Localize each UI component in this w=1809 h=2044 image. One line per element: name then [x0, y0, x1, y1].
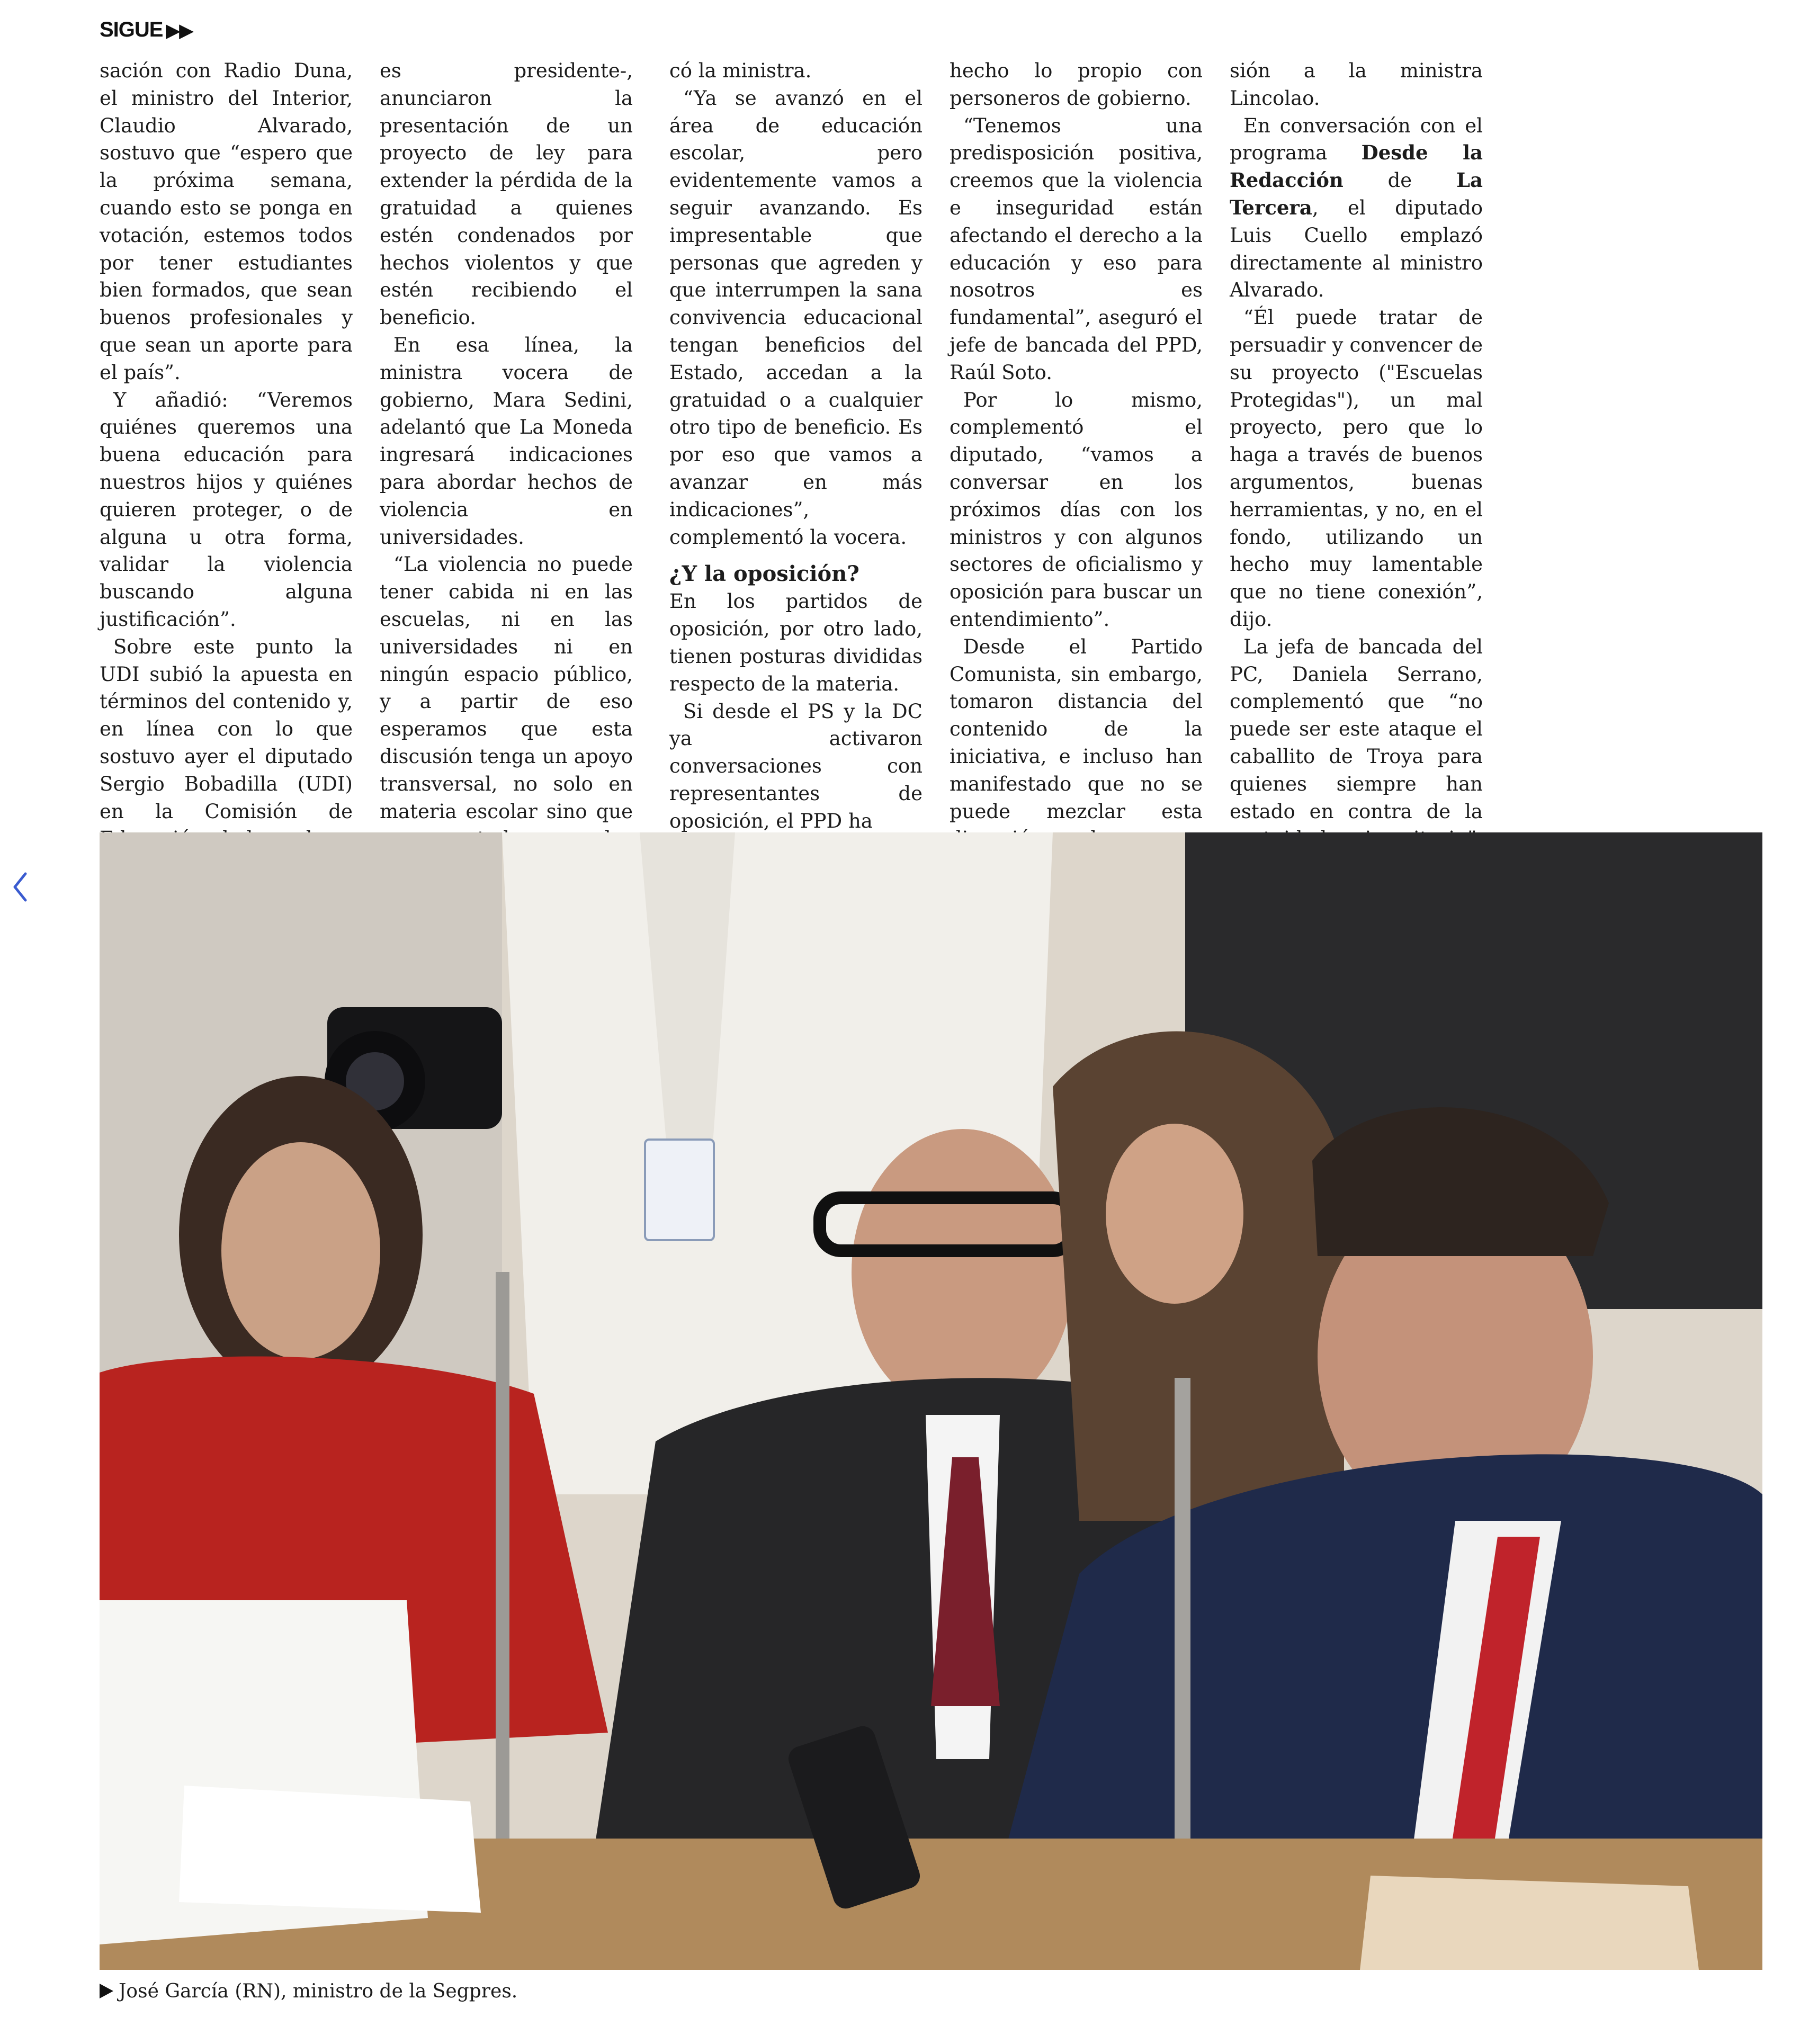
paragraph: sión a la ministra Lincolao.: [1230, 59, 1483, 110]
text-run: En conversación con el programa: [1230, 114, 1483, 165]
text-run: , el diputado Luis Cuello emplazó directamente al ministro Alvarado.: [1230, 196, 1483, 302]
paragraph: “Tenemos una predisposición positiva, creemos que la violencia e inseguridad están afectando el derecho a la educación y eso para nosotros es fundamental”, aseguró el jefe de bancada del PPD, Raúl Soto.: [950, 114, 1203, 384]
previous-page-icon[interactable]: [10, 868, 31, 906]
article-column-2: [380, 57, 633, 935]
article-column-1: [100, 57, 353, 853]
article-column-4: [950, 57, 1203, 853]
sigue-arrows-icon: ▶▶: [166, 21, 193, 41]
caption-arrow-icon: [100, 1984, 113, 1998]
program-name: Desde la Redacción: [1230, 141, 1483, 192]
paragraph: sación con Radio Duna, el ministro del Interior, Claudio Alvarado, sostuvo que “espero que la próxima semana, cuando esto se ponga en votación, estemos todos por tener estudiantes bien formados, que sean buenos profesionales y que sean un aporte para el país”.: [100, 59, 353, 384]
paragraph: Por lo mismo, complementó el diputado, “vamos a conversar en los próximos días con los ministros y con algunos sectores de oficialismo y oposición para buscar un entendimiento”.: [950, 388, 1203, 631]
paragraph: “Ya se avanzó en el área de educación escolar, pero evidentemente vamos a seguir avanzando. Es impresentable que personas que agreden y que interrumpen la sana convivencia educacional tengan beneficios del Estado, accedan a la gratuidad o a cualquier otro tipo de beneficio. Es por eso que vamos a avanzar en más indicaciones”, complementó la vocera.: [669, 86, 923, 549]
article-column-5: [1230, 57, 1483, 880]
paragraph: En esa línea, la ministra vocera de gobierno, Mara Sedini, adelantó que La Moneda ingresará indicaciones para abordar hechos de violencia en universidades.: [380, 333, 633, 549]
paragraph: Y añadió: “Veremos quiénes queremos una buena educación para nuestros hijos y quiénes quieren proteger, o de alguna u otra forma, validar la violencia buscando alguna justificación”.: [100, 388, 353, 631]
paragraph: es presidente-, anunciaron la presentación de un proyecto de ley para extender la pérdida de la gratuidad a quienes estén condenados por hechos violentos y que estén recibiendo el beneficio.: [380, 59, 633, 329]
photo-illustration: [100, 832, 1762, 1970]
paragraph: “Él puede tratar de persuadir y convencer de su proyecto ("Escuelas Protegidas"), un mal proyecto, pero que lo haga a través de buenos argumentos, buenas herramientas, y no, en el fondo, utilizando un hecho muy lamentable que no tiene conexión”, dijo.: [1230, 306, 1483, 631]
text-run: La jefa de bancada del PC, Daniela Serrano, complementó que “no puede ser este ataque el caballito de Troya para quienes siempre han estado en contra de la: [1230, 635, 1483, 823]
sigue-label: [100, 18, 193, 42]
text-run: de: [1343, 169, 1456, 192]
paragraph: Si desde el PS y la DC ya activaron conversaciones con representantes de oposición, el PPD ha: [669, 700, 923, 832]
sigue-text: SIGUE: [100, 18, 163, 41]
caption-text: José García (RN), ministro de la Segpres.: [119, 1980, 518, 2002]
article-column-3: [669, 57, 923, 835]
paragraph: có la ministra.: [669, 59, 812, 82]
section-heading: ¿Y la oposición?: [669, 561, 859, 587]
publication-name: La Tercera: [1230, 168, 1483, 219]
paragraph: Desde el Partido Comunista, sin embargo, tomaron distancia del contenido de la iniciativa, e incluso han manifestado que no se puede mezclar esta: [950, 635, 1203, 823]
photo-caption: [100, 1980, 517, 2002]
news-photo: [100, 832, 1762, 1970]
paragraph: En los partidos de oposición, por otro lado, tienen posturas divididas respecto de la materia.: [669, 590, 923, 695]
paragraph: hecho lo propio con personeros de gobierno.: [950, 59, 1203, 110]
paragraph: “La violencia no puede tener cabida ni en las escuelas, ni en las universidades ni en ningún espacio público, y a partir de eso esperamos que esta discusión tenga un apoyo transversal, no solo en materia escolar sino que: [380, 553, 633, 823]
paragraph: Sobre este punto la UDI subió la apuesta en términos del contenido y, en línea con lo que sostuvo ayer el diputado Sergio Bobadilla (UDI) en la Comisión de: [100, 635, 353, 823]
paragraph: [1230, 112, 1483, 304]
